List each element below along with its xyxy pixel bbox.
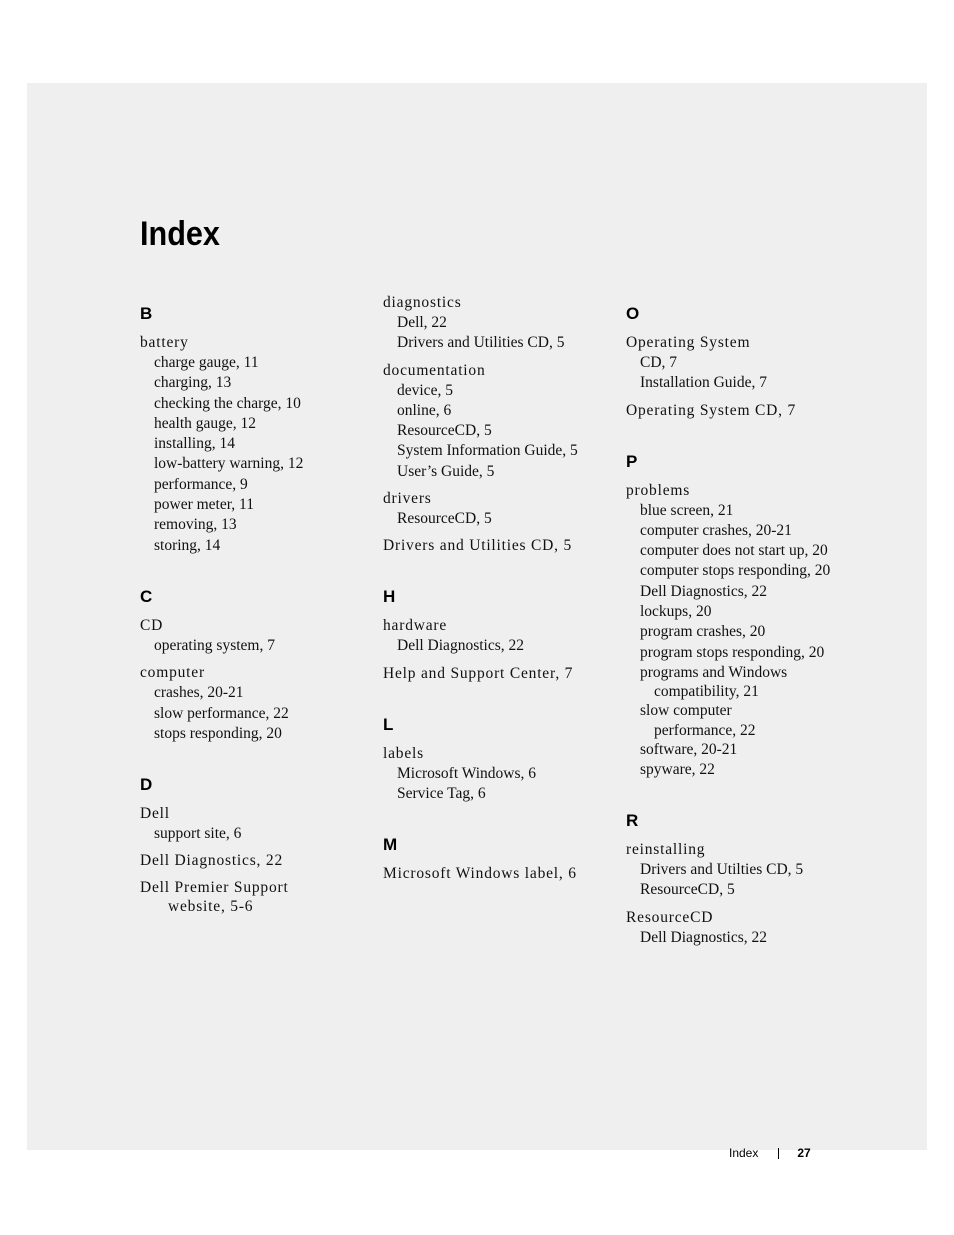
- page-number: 27: [797, 1146, 811, 1160]
- index-subentry: ResourceCD, 5: [397, 510, 492, 528]
- index-subentry: support site, 6: [154, 825, 242, 843]
- index-term: Microsoft Windows label, 6: [383, 865, 577, 883]
- index-section: [140, 303, 360, 556]
- index-entry: [140, 616, 360, 656]
- index-subentry: ResourceCD, 5: [640, 881, 735, 899]
- index-subentry: computer stops responding, 20: [640, 562, 831, 580]
- index-subentry: spyware, 22: [640, 760, 715, 778]
- index-term: labels: [383, 744, 424, 762]
- index-subentry: software, 20-21: [640, 740, 738, 758]
- index-entry: [383, 293, 603, 354]
- index-term: drivers: [383, 490, 432, 508]
- index-entry: [383, 361, 603, 482]
- page-title: Index: [140, 215, 220, 253]
- index-subentry: Installation Guide, 7: [640, 374, 767, 392]
- footer-separator: [778, 1148, 779, 1159]
- index-subentry: Drivers and Utilities CD, 5: [397, 334, 565, 352]
- index-column-1: [140, 303, 360, 946]
- index-section: [383, 293, 603, 556]
- index-section: [383, 714, 603, 805]
- index-column-3: [626, 303, 846, 978]
- index-subentry: slow performance, 22: [154, 704, 289, 722]
- index-entry: [140, 878, 360, 916]
- index-subentry: crashes, 20-21: [154, 684, 244, 702]
- index-subentry: removing, 13: [154, 516, 237, 534]
- index-subentry: health gauge, 12: [154, 414, 257, 432]
- index-subentry: Dell Diagnostics, 22: [640, 928, 767, 946]
- index-term: hardware: [383, 617, 448, 635]
- index-subentry: Service Tag, 6: [397, 784, 486, 802]
- index-term: Drivers and Utilities CD, 5: [383, 537, 573, 555]
- section-letter: R: [626, 811, 639, 831]
- index-term: Dell: [140, 805, 170, 823]
- index-subentry: slow computer: [640, 702, 732, 720]
- page: [27, 83, 927, 1160]
- index-entry: [140, 663, 360, 744]
- index-subentry: low-battery warning, 12: [154, 455, 304, 473]
- index-section: [140, 586, 360, 744]
- index-subentry: storing, 14: [154, 536, 221, 554]
- index-entry: [626, 401, 846, 421]
- index-subentry-continued: compatibility, 21: [654, 683, 759, 701]
- index-entry: [140, 851, 360, 871]
- index-column-2: [383, 294, 603, 914]
- section-letter: P: [626, 451, 638, 471]
- index-term: Operating System CD, 7: [626, 401, 797, 419]
- index-entry: [383, 489, 603, 529]
- index-entry: [140, 804, 360, 844]
- page-footer: [729, 1146, 811, 1160]
- index-term: Help and Support Center, 7: [383, 664, 574, 682]
- index-section: [140, 774, 360, 916]
- index-subentry: CD, 7: [640, 354, 678, 371]
- index-term: Dell Diagnostics, 22: [140, 852, 283, 870]
- footer-label: Index: [729, 1146, 759, 1160]
- index-entry: [383, 864, 603, 884]
- index-subentry: stops responding, 20: [154, 724, 282, 742]
- section-letter: M: [383, 835, 398, 855]
- index-subentry: programs and Windows: [640, 663, 788, 681]
- index-term: ResourceCD: [626, 908, 714, 926]
- index-section: [383, 834, 603, 884]
- index-term: CD: [140, 616, 164, 634]
- section-letter: O: [626, 304, 640, 323]
- index-term: reinstalling: [626, 841, 706, 859]
- section-letter: L: [383, 714, 394, 734]
- index-term: battery: [140, 334, 189, 351]
- index-entry: [626, 333, 846, 394]
- index-subentry: charge gauge, 11: [154, 354, 259, 371]
- index-subentry: program crashes, 20: [640, 623, 766, 641]
- index-subentry: Microsoft Windows, 6: [397, 764, 537, 782]
- index-term: Dell Premier Support: [140, 879, 289, 897]
- index-term: diagnostics: [383, 294, 462, 311]
- section-letter: C: [140, 586, 153, 606]
- index-term: documentation: [383, 361, 486, 379]
- index-section: [626, 303, 846, 421]
- index-subentry: Dell Diagnostics, 22: [640, 582, 767, 600]
- index-subentry: device, 5: [397, 381, 453, 399]
- index-subentry: Dell Diagnostics, 22: [397, 637, 524, 655]
- index-section: [626, 451, 846, 781]
- index-term-continued: website, 5-6: [168, 898, 254, 916]
- index-subentry: program stops responding, 20: [640, 643, 825, 661]
- index-term: computer: [140, 664, 205, 682]
- index-subentry: computer crashes, 20-21: [640, 521, 792, 539]
- index-subentry: System Information Guide, 5: [397, 442, 578, 460]
- index-subentry: computer does not start up, 20: [640, 542, 828, 560]
- index-subentry: Dell, 22: [397, 314, 447, 331]
- index-subentry-continued: performance, 22: [654, 721, 756, 739]
- index-term: Operating System: [626, 334, 751, 351]
- index-subentry: checking the charge, 10: [154, 394, 301, 412]
- section-letter: D: [140, 775, 153, 795]
- index-subentry: power meter, 11: [154, 496, 254, 514]
- index-section: [626, 810, 846, 948]
- index-subentry: performance, 9: [154, 475, 248, 493]
- index-section: [383, 586, 603, 683]
- index-subentry: User’s Guide, 5: [397, 462, 495, 480]
- index-entry: [626, 840, 846, 901]
- index-entry: [383, 536, 603, 556]
- index-subentry: ResourceCD, 5: [397, 422, 492, 440]
- index-entry: [626, 908, 846, 948]
- index-subentry: operating system, 7: [154, 636, 275, 654]
- section-letter: H: [383, 587, 396, 607]
- index-entry: [626, 481, 846, 781]
- index-subentry: online, 6: [397, 401, 452, 419]
- index-entry: [140, 333, 360, 556]
- index-entry: [383, 744, 603, 805]
- index-subentry: blue screen, 21: [640, 501, 734, 519]
- section-letter: B: [140, 304, 153, 323]
- index-term: problems: [626, 481, 691, 499]
- index-entry: [383, 616, 603, 656]
- index-subentry: lockups, 20: [640, 603, 712, 621]
- index-subentry: Drivers and Utilties CD, 5: [640, 861, 804, 879]
- index-subentry: installing, 14: [154, 435, 235, 453]
- index-subentry: charging, 13: [154, 374, 232, 392]
- index-entry: [383, 664, 603, 684]
